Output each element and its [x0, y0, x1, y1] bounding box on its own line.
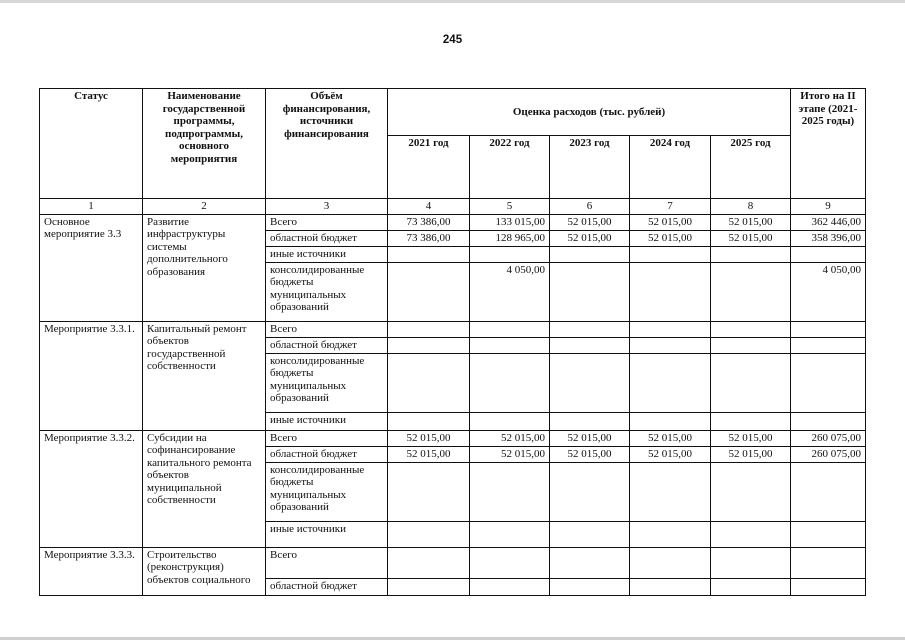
total-cell: 362 446,00 — [791, 214, 866, 230]
value-cell — [711, 521, 791, 547]
value-cell — [470, 521, 550, 547]
value-cell — [470, 462, 550, 521]
header-volume: Объём финансирования, источники финансирования — [266, 89, 388, 199]
value-cell — [388, 521, 470, 547]
value-cell — [550, 353, 630, 412]
status-cell: Мероприятие 3.3.3. — [40, 547, 143, 595]
status-cell: Мероприятие 3.3.1. — [40, 321, 143, 430]
value-cell — [388, 547, 470, 578]
header-estimate: Оценка расходов (тыс. рублей) — [388, 89, 791, 136]
total-cell — [791, 353, 866, 412]
header-year-2023: 2023 год — [550, 136, 630, 199]
value-cell — [550, 246, 630, 262]
column-number: 5 — [470, 199, 550, 215]
source-cell: иные источники — [266, 521, 388, 547]
source-cell: Всего — [266, 321, 388, 337]
value-cell — [470, 412, 550, 430]
column-number: 9 — [791, 199, 866, 215]
value-cell — [388, 578, 470, 595]
source-cell: Всего — [266, 430, 388, 446]
column-number: 3 — [266, 199, 388, 215]
column-number: 6 — [550, 199, 630, 215]
name-cell: Развитие инфраструктуры системы дополнительного образования — [143, 214, 266, 321]
table-row — [40, 321, 866, 337]
source-cell: областной бюджет — [266, 578, 388, 595]
total-cell: 260 075,00 — [791, 430, 866, 446]
value-cell — [388, 337, 470, 353]
column-number: 7 — [630, 199, 711, 215]
value-cell — [550, 337, 630, 353]
header-year-2021: 2021 год — [388, 136, 470, 199]
value-cell: 73 386,00 — [388, 230, 470, 246]
total-cell — [791, 578, 866, 595]
value-cell — [711, 262, 791, 321]
header-status: Статус — [40, 89, 143, 199]
source-cell: областной бюджет — [266, 230, 388, 246]
value-cell — [630, 353, 711, 412]
name-cell: Субсидии на софинансирование капитального ремонта объектов муниципальной собственности — [143, 430, 266, 547]
source-cell: областной бюджет — [266, 446, 388, 462]
value-cell: 52 015,00 — [711, 446, 791, 462]
table-row — [40, 430, 866, 446]
total-cell — [791, 337, 866, 353]
source-cell: Всего — [266, 547, 388, 578]
source-cell: областной бюджет — [266, 337, 388, 353]
header-year-2025: 2025 год — [711, 136, 791, 199]
value-cell — [470, 321, 550, 337]
value-cell — [630, 578, 711, 595]
value-cell: 52 015,00 — [711, 214, 791, 230]
status-cell: Основное мероприятие 3.3 — [40, 214, 143, 321]
value-cell: 52 015,00 — [630, 430, 711, 446]
value-cell — [388, 321, 470, 337]
value-cell — [630, 246, 711, 262]
value-cell: 52 015,00 — [711, 430, 791, 446]
value-cell — [630, 547, 711, 578]
value-cell — [470, 578, 550, 595]
header-total: Итого на II этапе (2021-2025 годы) — [791, 89, 866, 199]
name-cell: Капитальный ремонт объектов государственной собственности — [143, 321, 266, 430]
value-cell: 52 015,00 — [550, 430, 630, 446]
source-cell: Всего — [266, 214, 388, 230]
value-cell — [711, 578, 791, 595]
header-year-2024: 2024 год — [630, 136, 711, 199]
value-cell — [711, 412, 791, 430]
column-number: 1 — [40, 199, 143, 215]
value-cell: 52 015,00 — [550, 446, 630, 462]
total-cell: 4 050,00 — [791, 262, 866, 321]
value-cell — [711, 462, 791, 521]
value-cell — [470, 353, 550, 412]
value-cell — [470, 246, 550, 262]
value-cell: 133 015,00 — [470, 214, 550, 230]
column-number-row — [40, 199, 866, 215]
budget-table — [39, 88, 866, 596]
value-cell — [550, 412, 630, 430]
value-cell — [550, 547, 630, 578]
value-cell: 52 015,00 — [388, 446, 470, 462]
header-row-1 — [40, 89, 866, 136]
value-cell — [630, 262, 711, 321]
header-name: Наименование государственной программы, подпрограммы, основного мероприятия — [143, 89, 266, 199]
value-cell — [550, 521, 630, 547]
total-cell: 260 075,00 — [791, 446, 866, 462]
table-row — [40, 214, 866, 230]
value-cell — [388, 246, 470, 262]
total-cell — [791, 521, 866, 547]
total-cell — [791, 246, 866, 262]
page-number: 245 — [442, 34, 463, 46]
value-cell: 52 015,00 — [388, 430, 470, 446]
value-cell — [630, 521, 711, 547]
value-cell — [388, 462, 470, 521]
value-cell — [388, 412, 470, 430]
total-cell — [791, 412, 866, 430]
value-cell — [711, 321, 791, 337]
value-cell: 52 015,00 — [630, 230, 711, 246]
value-cell: 4 050,00 — [470, 262, 550, 321]
value-cell — [550, 321, 630, 337]
name-cell: Строительство (реконструкция) объектов социального — [143, 547, 266, 595]
total-cell — [791, 321, 866, 337]
source-cell: консолидированные бюджеты муниципальных образований — [266, 353, 388, 412]
value-cell: 73 386,00 — [388, 214, 470, 230]
table-row — [40, 547, 866, 578]
value-cell — [630, 462, 711, 521]
total-cell — [791, 547, 866, 578]
value-cell — [630, 337, 711, 353]
value-cell — [550, 262, 630, 321]
column-number: 8 — [711, 199, 791, 215]
column-number: 4 — [388, 199, 470, 215]
source-cell: иные источники — [266, 246, 388, 262]
value-cell — [388, 262, 470, 321]
value-cell — [550, 578, 630, 595]
value-cell: 52 015,00 — [630, 446, 711, 462]
value-cell — [470, 547, 550, 578]
value-cell — [388, 353, 470, 412]
value-cell: 52 015,00 — [711, 230, 791, 246]
header-year-2022: 2022 год — [470, 136, 550, 199]
source-cell: иные источники — [266, 412, 388, 430]
value-cell: 52 015,00 — [550, 214, 630, 230]
value-cell — [711, 547, 791, 578]
value-cell — [630, 321, 711, 337]
column-number: 2 — [143, 199, 266, 215]
value-cell: 52 015,00 — [470, 446, 550, 462]
value-cell — [630, 412, 711, 430]
value-cell: 52 015,00 — [630, 214, 711, 230]
value-cell — [550, 462, 630, 521]
value-cell — [711, 246, 791, 262]
source-cell: консолидированные бюджеты муниципальных образований — [266, 262, 388, 321]
status-cell: Мероприятие 3.3.2. — [40, 430, 143, 547]
total-cell: 358 396,00 — [791, 230, 866, 246]
value-cell — [711, 337, 791, 353]
value-cell — [711, 353, 791, 412]
value-cell: 128 965,00 — [470, 230, 550, 246]
value-cell — [470, 337, 550, 353]
scan-edge-top — [0, 0, 905, 3]
value-cell: 52 015,00 — [550, 230, 630, 246]
total-cell — [791, 462, 866, 521]
source-cell: консолидированные бюджеты муниципальных образований — [266, 462, 388, 521]
value-cell: 52 015,00 — [470, 430, 550, 446]
